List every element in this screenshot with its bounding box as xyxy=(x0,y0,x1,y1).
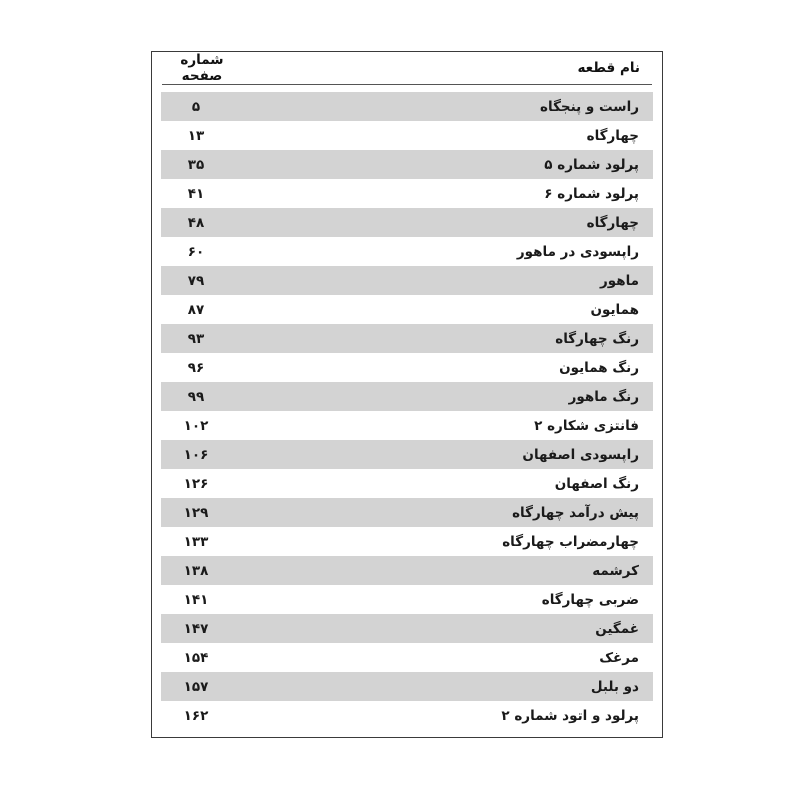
toc-row xyxy=(161,150,653,179)
toc-row xyxy=(161,411,653,440)
toc-row xyxy=(161,179,653,208)
toc-row xyxy=(161,672,653,701)
piece-title: پرلود شماره ۶ xyxy=(544,185,639,202)
page-number: ۱۰۶ xyxy=(183,446,209,463)
toc-row xyxy=(161,440,653,469)
page-number: ۱۴۱ xyxy=(183,591,209,608)
toc-row xyxy=(161,469,653,498)
piece-title: چهارمضراب چهارگاه xyxy=(502,533,639,550)
piece-title: چهارگاه xyxy=(586,127,639,144)
piece-title: کرشمه xyxy=(592,562,639,579)
page-number: ۴۱ xyxy=(187,185,205,202)
toc-row xyxy=(161,121,653,150)
toc-row xyxy=(161,266,653,295)
piece-title: رنگ اصفهان xyxy=(554,475,639,492)
piece-title: چهارگاه xyxy=(586,214,639,231)
page-number: ۷۹ xyxy=(187,272,205,289)
page-number: ۱۲۹ xyxy=(183,504,209,521)
page-number: ۱۵۷ xyxy=(183,678,209,695)
page-number: ۵ xyxy=(191,98,201,115)
table-of-contents xyxy=(151,51,663,738)
piece-name-column-header: نام قطعه xyxy=(577,60,640,76)
page-number: ۱۴۷ xyxy=(183,620,209,637)
page-number: ۱۵۴ xyxy=(183,649,209,666)
piece-title: رنگ چهارگاه xyxy=(555,330,639,347)
page-number: ۱۲۶ xyxy=(183,475,209,492)
page-number: ۹۹ xyxy=(187,388,205,405)
piece-title: راست و پنجگاه xyxy=(540,98,639,115)
piece-title: راپسودی اصفهان xyxy=(522,446,639,463)
page-number: ۱۰۲ xyxy=(183,417,209,434)
piece-title: راپسودی در ماهور xyxy=(516,243,639,260)
page-number: ۸۷ xyxy=(187,301,205,318)
toc-row xyxy=(161,382,653,411)
piece-title: غمگین xyxy=(595,620,639,637)
toc-row xyxy=(161,701,653,730)
toc-row xyxy=(161,585,653,614)
toc-row xyxy=(161,295,653,324)
toc-row xyxy=(161,498,653,527)
toc-row xyxy=(161,92,653,121)
piece-title: فانتزی شکاره ۲ xyxy=(534,417,639,434)
toc-row xyxy=(161,527,653,556)
piece-title: دو بلبل xyxy=(590,678,639,695)
piece-title: ضربی چهارگاه xyxy=(541,591,639,608)
page-number: ۹۳ xyxy=(187,330,205,347)
page-number-column-header: شماره صفحه xyxy=(180,52,224,84)
page-number: ۱۳ xyxy=(187,127,205,144)
toc-row xyxy=(161,556,653,585)
page-number: ۱۶۲ xyxy=(183,707,209,724)
toc-header xyxy=(162,52,652,85)
toc-row xyxy=(161,643,653,672)
piece-title: رنگ ماهور xyxy=(568,388,639,405)
page-number: ۹۶ xyxy=(187,359,205,376)
piece-title: رنگ همایون xyxy=(559,359,639,376)
page-number: ۱۳۸ xyxy=(183,562,209,579)
piece-title: پیش درآمد چهارگاه xyxy=(512,504,639,521)
page-number: ۴۸ xyxy=(187,214,205,231)
toc-row xyxy=(161,614,653,643)
piece-title: پرلود و اتود شماره ۲ xyxy=(501,707,639,724)
toc-row xyxy=(161,353,653,382)
page-number: ۳۵ xyxy=(187,156,205,173)
page-number: ۶۰ xyxy=(187,243,205,260)
piece-title: همایون xyxy=(590,301,639,318)
toc-row xyxy=(161,208,653,237)
toc-row xyxy=(161,324,653,353)
page-number: ۱۳۳ xyxy=(183,533,209,550)
toc-list xyxy=(161,92,653,730)
toc-row xyxy=(161,237,653,266)
piece-title: پرلود شماره ۵ xyxy=(544,156,639,173)
piece-title: ماهور xyxy=(599,272,639,289)
piece-title: مرغک xyxy=(599,649,639,666)
